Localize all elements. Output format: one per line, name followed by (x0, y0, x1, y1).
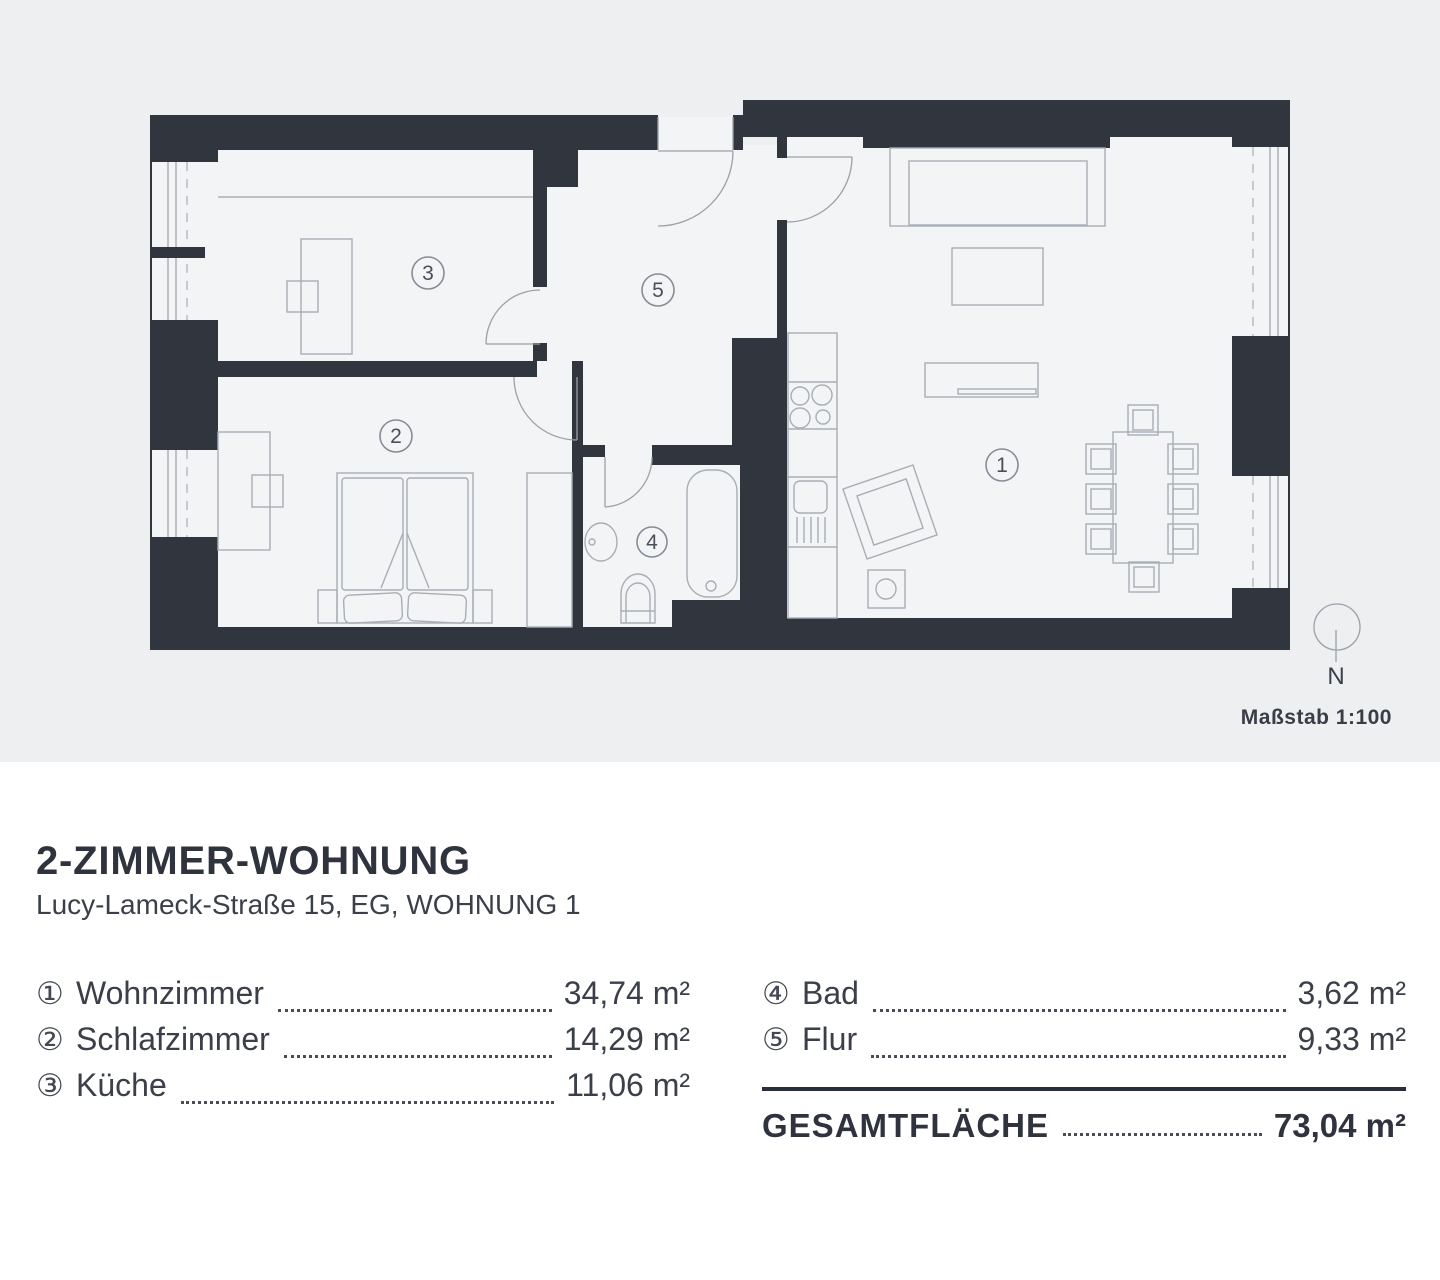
hall-living-wall-bottom (777, 220, 787, 338)
room-area: 11,06 m² (566, 1067, 690, 1103)
core-wall-upper (732, 338, 787, 465)
legend-columns (36, 975, 1406, 1145)
north-indicator (1314, 604, 1360, 690)
north-label: N (1327, 663, 1345, 690)
top-wall-sofa-step (863, 137, 1110, 148)
hall-pillar (533, 150, 578, 187)
room-label: Wohnzimmer (76, 975, 264, 1011)
room-number-badge: ④ (762, 976, 790, 1011)
room-area: 9,33 m² (1297, 1021, 1406, 1057)
kitchen-bedroom-wall (218, 361, 537, 377)
room-badge-kitchen (412, 257, 444, 289)
room-number: 1 (996, 454, 1008, 477)
dotted-leader (873, 1008, 1286, 1012)
bath-door-opening (605, 445, 652, 457)
room-number-badge: ③ (36, 1068, 64, 1103)
room-label: Schlafzimmer (76, 1021, 270, 1057)
bath-niche-lip (652, 445, 740, 465)
living-window-bottom (1232, 476, 1288, 588)
room-number: 5 (652, 279, 664, 302)
top-wall-left (150, 115, 658, 150)
dotted-leader (278, 1008, 552, 1012)
room-label: Flur (802, 1021, 858, 1057)
page-title: 2-ZIMMER-WOHNUNG (36, 839, 471, 883)
window-mullion (150, 247, 205, 258)
room-area: 14,29 m² (563, 1021, 690, 1057)
room-number-badge: ① (36, 976, 64, 1011)
living-window-top (1232, 147, 1288, 336)
room-number: 2 (390, 425, 402, 448)
room-badge-living (986, 449, 1018, 481)
hall-living-wall-top (777, 137, 787, 158)
legend-column-right (762, 975, 1406, 1145)
room-area: 3,62 m² (1297, 975, 1406, 1011)
top-wall-right (743, 100, 1290, 137)
legend-row-wohnzimmer (36, 975, 690, 1021)
dotted-leader (1063, 1132, 1262, 1136)
address-subtitle: Lucy-Lameck-Straße 15, EG, WOHNUNG 1 (36, 889, 581, 920)
kitchen-door-opening (533, 287, 547, 343)
legend-column-left (36, 975, 690, 1145)
room-badge-bath (637, 527, 667, 557)
room-badge-hall (642, 274, 674, 306)
bottom-wall-left (218, 627, 672, 650)
kitchen-hall-wall-b (533, 343, 547, 361)
dotted-leader (284, 1054, 552, 1058)
entrance-recess (658, 117, 733, 150)
legend (0, 762, 1440, 1280)
legend-row-kueche (36, 1067, 690, 1113)
total-area-row (762, 1087, 1406, 1145)
room-label: Küche (76, 1067, 167, 1103)
room-area: 34,74 m² (563, 975, 690, 1011)
bath-tub-niche (652, 465, 740, 600)
bedroom-door-opening (537, 361, 572, 377)
scale-label: Maßstab 1:100 (1240, 706, 1392, 729)
room-label: Bad (802, 975, 859, 1011)
bedroom-door-jamb (572, 361, 583, 377)
kitchen-hall-wall-a (533, 187, 547, 287)
room-number-badge: ② (36, 1022, 64, 1057)
legend-row-bad (762, 975, 1406, 1021)
bottom-wall-right (787, 618, 1232, 650)
bedroom-window (152, 450, 218, 537)
dotted-leader (181, 1100, 554, 1104)
legend-row-schlafzimmer (36, 1021, 690, 1067)
bath-top-wall (583, 445, 605, 457)
room-number: 3 (422, 262, 434, 285)
total-label: GESAMTFLÄCHE (762, 1107, 1049, 1144)
living-floor (787, 137, 1232, 618)
hall-floor-upper (544, 145, 777, 338)
dotted-leader (871, 1054, 1285, 1058)
core-wall-right (740, 465, 787, 650)
room-badge-bedroom (380, 420, 412, 452)
room-number-badge: ⑤ (762, 1022, 790, 1057)
north-circle (1314, 604, 1360, 650)
kitchen-window (150, 162, 218, 320)
top-wall-entrance-right (733, 115, 743, 150)
living-door-opening (777, 158, 787, 220)
room-number: 4 (646, 531, 658, 554)
bottom-wall-mid (672, 600, 740, 650)
legend-row-flur (762, 1021, 1406, 1067)
total-area-value: 73,04 m² (1273, 1107, 1406, 1144)
